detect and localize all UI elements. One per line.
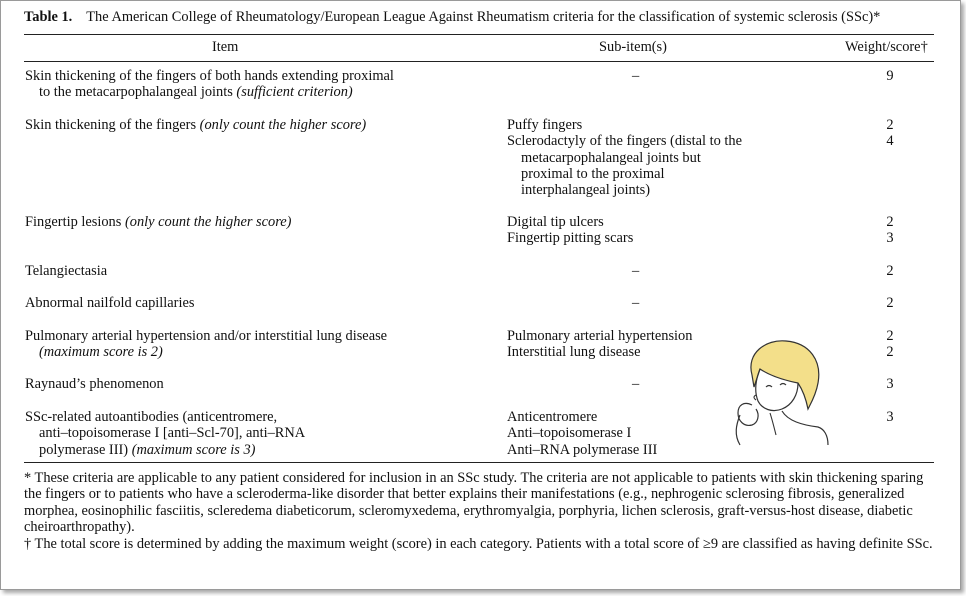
- footnotes: [24, 470, 936, 552]
- header-rule: [24, 61, 934, 62]
- subitem-line: Anticentromere: [507, 409, 598, 425]
- hand-shape: [738, 403, 758, 425]
- score-value: 2: [886, 214, 894, 230]
- item-line: polymerase III): [39, 441, 129, 458]
- item-note: (maximum score is 2): [39, 344, 163, 361]
- item-cell: Abnormal nailfold capillaries: [25, 295, 195, 311]
- subitem-line: Digital tip ulcers: [507, 214, 604, 230]
- caption-title: The American College of Rheumatology/European League Against Rheumatism criteria for the classification of systemic sclerosis (SSc)*: [86, 9, 881, 25]
- item-line: to the metacarpophalangeal joints: [39, 84, 233, 101]
- subitem-cell: [507, 214, 807, 247]
- score-cell: 2: [886, 263, 894, 279]
- item-note: (only count the higher score): [124, 214, 292, 230]
- subitem-line: Interstitial lung disease: [507, 344, 641, 361]
- score-value: 2: [886, 328, 894, 344]
- item-line: Fingertip lesions: [25, 214, 122, 230]
- header-weight: Weight/score†: [845, 39, 928, 55]
- top-rule: [24, 34, 934, 35]
- score-cell: [884, 328, 896, 361]
- item-cell: [25, 68, 475, 101]
- table-caption: [24, 9, 880, 26]
- score-cell: [884, 214, 896, 247]
- item-line: SSc-related autoantibodies (anticentromere,: [25, 409, 278, 425]
- bottom-rule: [24, 462, 934, 463]
- footnote-dagger: † The total score is determined by adding the maximum weight (score) in each category. Patients with a total score of ≥9 are classified as having definite SSc.: [24, 535, 933, 552]
- score-value: 2: [886, 344, 894, 361]
- score-cell: 3: [886, 409, 894, 425]
- item-line: Skin thickening of the fingers of both hands extending proximal: [25, 68, 394, 84]
- score-cell: [884, 117, 896, 150]
- hair-shape: [751, 341, 819, 409]
- item-cell: Telangiectasia: [25, 263, 108, 279]
- subitem-dash: –: [632, 295, 640, 311]
- item-line: Skin thickening of the fingers: [25, 117, 197, 133]
- eye-right: [780, 384, 786, 386]
- subitem-line: interphalangeal joints): [521, 182, 651, 199]
- item-cell: [25, 117, 475, 133]
- subitem-dash: –: [632, 376, 640, 392]
- item-cell: Raynaud’s phenomenon: [25, 376, 164, 392]
- caption-label: Table 1.: [24, 9, 73, 25]
- score-value: 4: [886, 133, 894, 150]
- score-cell: 2: [886, 295, 894, 311]
- score-cell: 9: [886, 68, 894, 84]
- subitem-line: Pulmonary arterial hypertension: [507, 328, 693, 344]
- eye-left: [766, 386, 772, 388]
- item-cell: [25, 409, 475, 458]
- subitem-line: Puffy fingers: [507, 117, 583, 133]
- header-item: Item: [212, 39, 239, 55]
- subitem-dash: –: [632, 68, 640, 84]
- subitem-line: Anti–topoisomerase I: [507, 425, 632, 442]
- item-line: anti–topoisomerase I [anti–Scl-70], anti–RNA: [39, 425, 306, 442]
- header-subitem: Sub-item(s): [599, 39, 667, 55]
- subitem-cell: [507, 117, 807, 198]
- item-cell: [25, 328, 475, 361]
- item-note: (only count the higher score): [199, 117, 367, 133]
- subitem-line: metacarpophalangeal joints but: [521, 149, 701, 166]
- thinking-girl-icon: [722, 335, 832, 447]
- shoulder-line: [782, 411, 828, 445]
- score-value: 2: [886, 117, 894, 133]
- item-note: (sufficient criterion): [236, 84, 353, 101]
- neck-line: [770, 413, 776, 435]
- subitem-dash: –: [632, 263, 640, 279]
- item-line: Pulmonary arterial hypertension and/or interstitial lung disease: [25, 328, 388, 344]
- subitem-line: Fingertip pitting scars: [507, 230, 634, 247]
- footnote-star: * These criteria are applicable to any patient considered for inclusion in an SSc study. The criteria are not applicable to patients with skin thickening sparing the fingers or to patients who have a scleroderma-like disorder that better explains their manifestations (e.g., nephrogenic sclerosing fibrosis, generalized morphea, eosinophilic fasciitis, scleredema diabeticorum, scleromyxedema, erythromyalgia, porphyria, lichen sclerosis, graft-versus-host disease, diabetic cheiroarthropathy).: [24, 470, 924, 536]
- score-value: 3: [886, 230, 894, 247]
- item-cell: [25, 214, 475, 230]
- item-note: (maximum score is 3): [131, 441, 256, 458]
- nose: [754, 395, 756, 400]
- subitem-line: Sclerodactyly of the fingers (distal to the: [507, 133, 742, 150]
- subitem-line: proximal to the proximal: [521, 165, 665, 182]
- score-cell: 3: [886, 376, 894, 392]
- subitem-line: Anti–RNA polymerase III: [507, 441, 658, 458]
